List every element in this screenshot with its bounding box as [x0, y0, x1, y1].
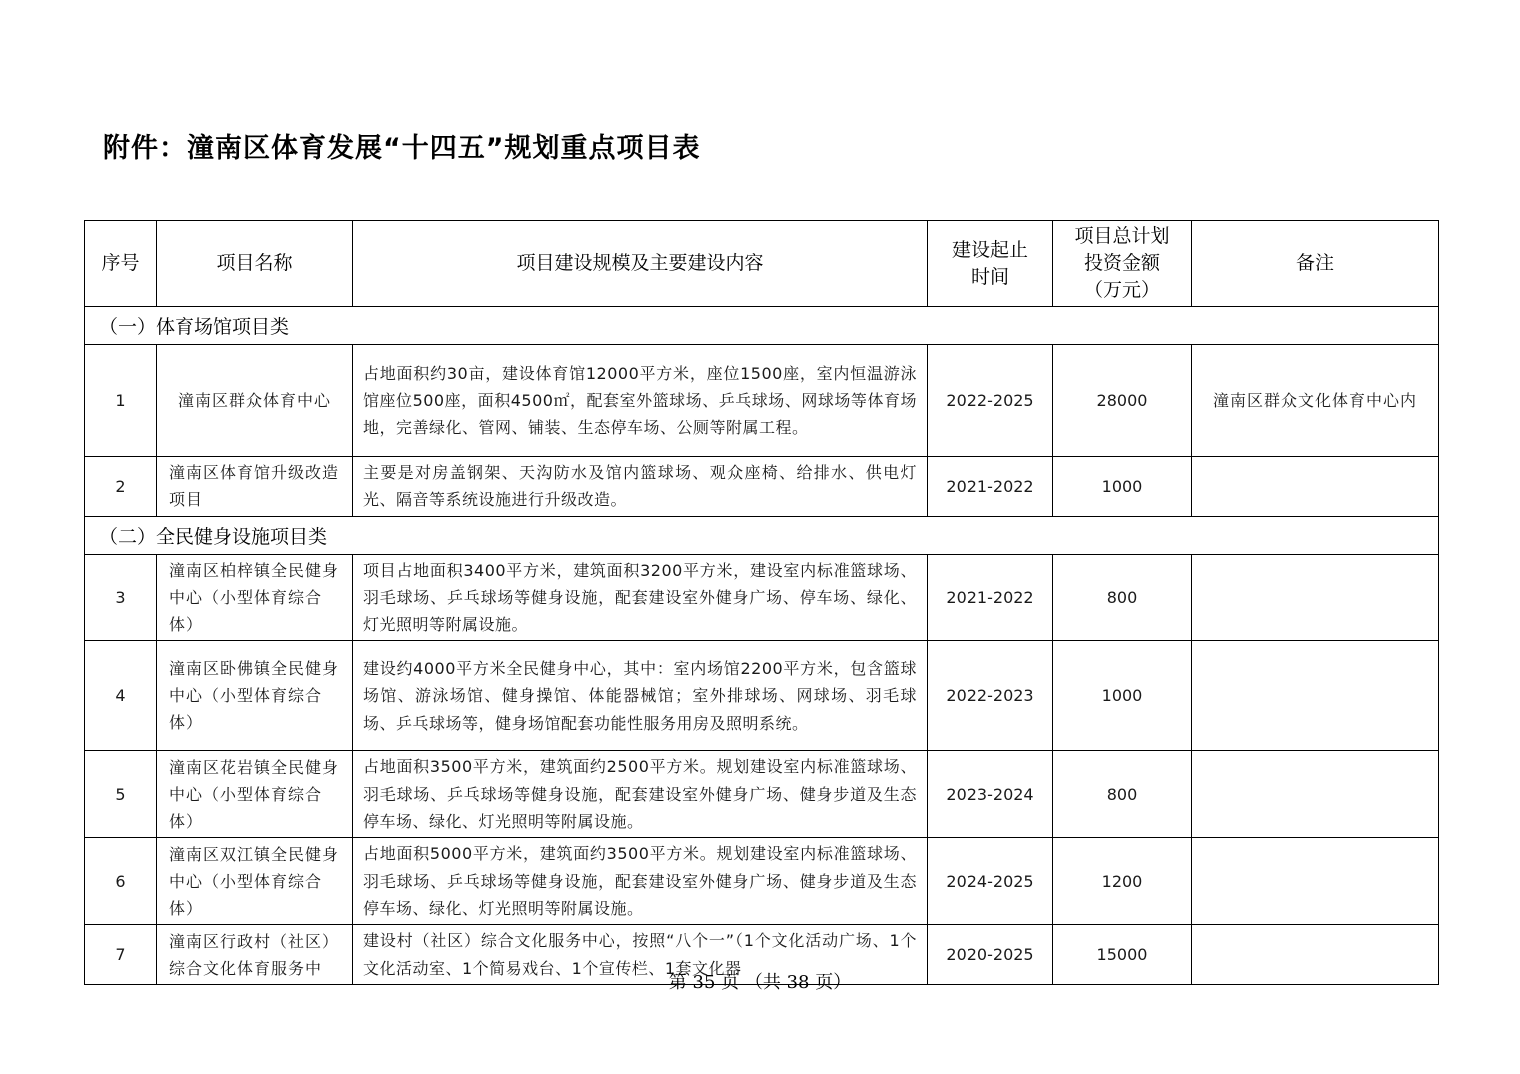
row-name: 潼南区卧佛镇全民健身中心（小型体育综合体）	[157, 641, 353, 751]
row-note: 潼南区群众文化体育中心内	[1192, 345, 1439, 457]
page-footer: 第 35 页 （共 38 页）	[668, 972, 852, 993]
table-row	[85, 751, 1439, 838]
row-seq: 2	[85, 457, 157, 517]
row-note	[1192, 641, 1439, 751]
header-time	[928, 221, 1053, 307]
section-label: （一）体育场馆项目类	[85, 307, 1439, 345]
header-amount-line2: 投资金额	[1083, 252, 1160, 274]
row-amount: 15000	[1053, 925, 1192, 985]
header-amount-line1: 项目总计划	[1074, 225, 1170, 247]
row-content: 主要是对房盖钢架、天沟防水及馆内篮球场、观众座椅、给排水、供电灯光、隔音等系统设施进行升级改造。	[353, 457, 928, 517]
table-row	[85, 345, 1439, 457]
row-seq: 3	[85, 554, 157, 641]
row-time: 2024-2025	[928, 838, 1053, 925]
row-name: 潼南区双江镇全民健身中心（小型体育综合体）	[157, 838, 353, 925]
row-note	[1192, 751, 1439, 838]
row-content: 占地面积约30亩，建设体育馆12000平方米，座位1500座，室内恒温游泳馆座位500座，面积4500㎡，配套室外篮球场、乒乓球场、网球场等体育场地，完善绿化、管网、铺装、生态停车场、公厕等附属工程。	[353, 345, 928, 457]
row-seq: 7	[85, 925, 157, 985]
row-time: 2021-2022	[928, 554, 1053, 641]
section-label: （二）全民健身设施项目类	[85, 516, 1439, 554]
row-content: 建设约4000平方米全民健身中心，其中：室内场馆2200平方米，包含篮球场馆、游泳场馆、健身操馆、体能器械馆；室外排球场、网球场、羽毛球场、乒乓球场等，健身场馆配套功能性服务用房及照明系统。	[353, 641, 928, 751]
row-amount: 1000	[1053, 457, 1192, 517]
row-time: 2021-2022	[928, 457, 1053, 517]
row-amount: 28000	[1053, 345, 1192, 457]
row-note	[1192, 838, 1439, 925]
table-row	[85, 838, 1439, 925]
header-time-line1: 建设起止	[951, 238, 1028, 261]
header-name: 项目名称	[157, 221, 353, 307]
row-seq: 6	[85, 838, 157, 925]
row-content: 占地面积3500平方米，建筑面约2500平方米。规划建设室内标准篮球场、羽毛球场、乒乓球场等健身设施，配套建设室外健身广场、健身步道及生态停车场、绿化、灯光照明等附属设施。	[353, 751, 928, 838]
header-time-line2: 时间	[970, 265, 1009, 288]
row-amount: 800	[1053, 554, 1192, 641]
row-time: 2020-2025	[928, 925, 1053, 985]
section-row	[85, 516, 1439, 554]
table-row	[85, 457, 1439, 517]
row-time: 2022-2025	[928, 345, 1053, 457]
row-name: 潼南区行政村（社区）综合文化体育服务中	[157, 925, 353, 985]
row-seq: 1	[85, 345, 157, 457]
header-note: 备注	[1192, 221, 1439, 307]
header-seq: 序号	[85, 221, 157, 307]
header-content: 项目建设规模及主要建设内容	[353, 221, 928, 307]
project-table	[84, 220, 1439, 985]
row-seq: 5	[85, 751, 157, 838]
table-header-row	[85, 221, 1439, 307]
table-row	[85, 641, 1439, 751]
row-name: 潼南区花岩镇全民健身中心（小型体育综合体）	[157, 751, 353, 838]
row-time: 2023-2024	[928, 751, 1053, 838]
row-amount: 1200	[1053, 838, 1192, 925]
header-amount	[1053, 221, 1192, 307]
section-row	[85, 307, 1439, 345]
row-name: 潼南区柏梓镇全民健身中心（小型体育综合体）	[157, 554, 353, 641]
row-content: 建设村（社区）综合文化服务中心，按照“八个一”（1个文化活动广场、1个文化活动室、1个简易戏台、1个宣传栏、1套文化器	[353, 925, 928, 985]
row-note	[1192, 554, 1439, 641]
table-row	[85, 554, 1439, 641]
row-note	[1192, 457, 1439, 517]
row-name: 潼南区体育馆升级改造项目	[157, 457, 353, 517]
row-seq: 4	[85, 641, 157, 751]
row-name: 潼南区群众体育中心	[157, 345, 353, 457]
row-amount: 800	[1053, 751, 1192, 838]
row-content: 占地面积5000平方米，建筑面约3500平方米。规划建设室内标准篮球场、羽毛球场、乒乓球场等健身设施，配套建设室外健身广场、健身步道及生态停车场、绿化、灯光照明等附属设施。	[353, 838, 928, 925]
row-amount: 1000	[1053, 641, 1192, 751]
document-title: 附件：潼南区体育发展“十四五”规划重点项目表	[103, 133, 701, 164]
row-content: 项目占地面积3400平方米，建筑面积3200平方米，建设室内标准篮球场、羽毛球场、乒乓球场等健身设施，配套建设室外健身广场、停车场、绿化、灯光照明等附属设施。	[353, 554, 928, 641]
header-amount-line3: （万元）	[1083, 279, 1160, 301]
row-time: 2022-2023	[928, 641, 1053, 751]
